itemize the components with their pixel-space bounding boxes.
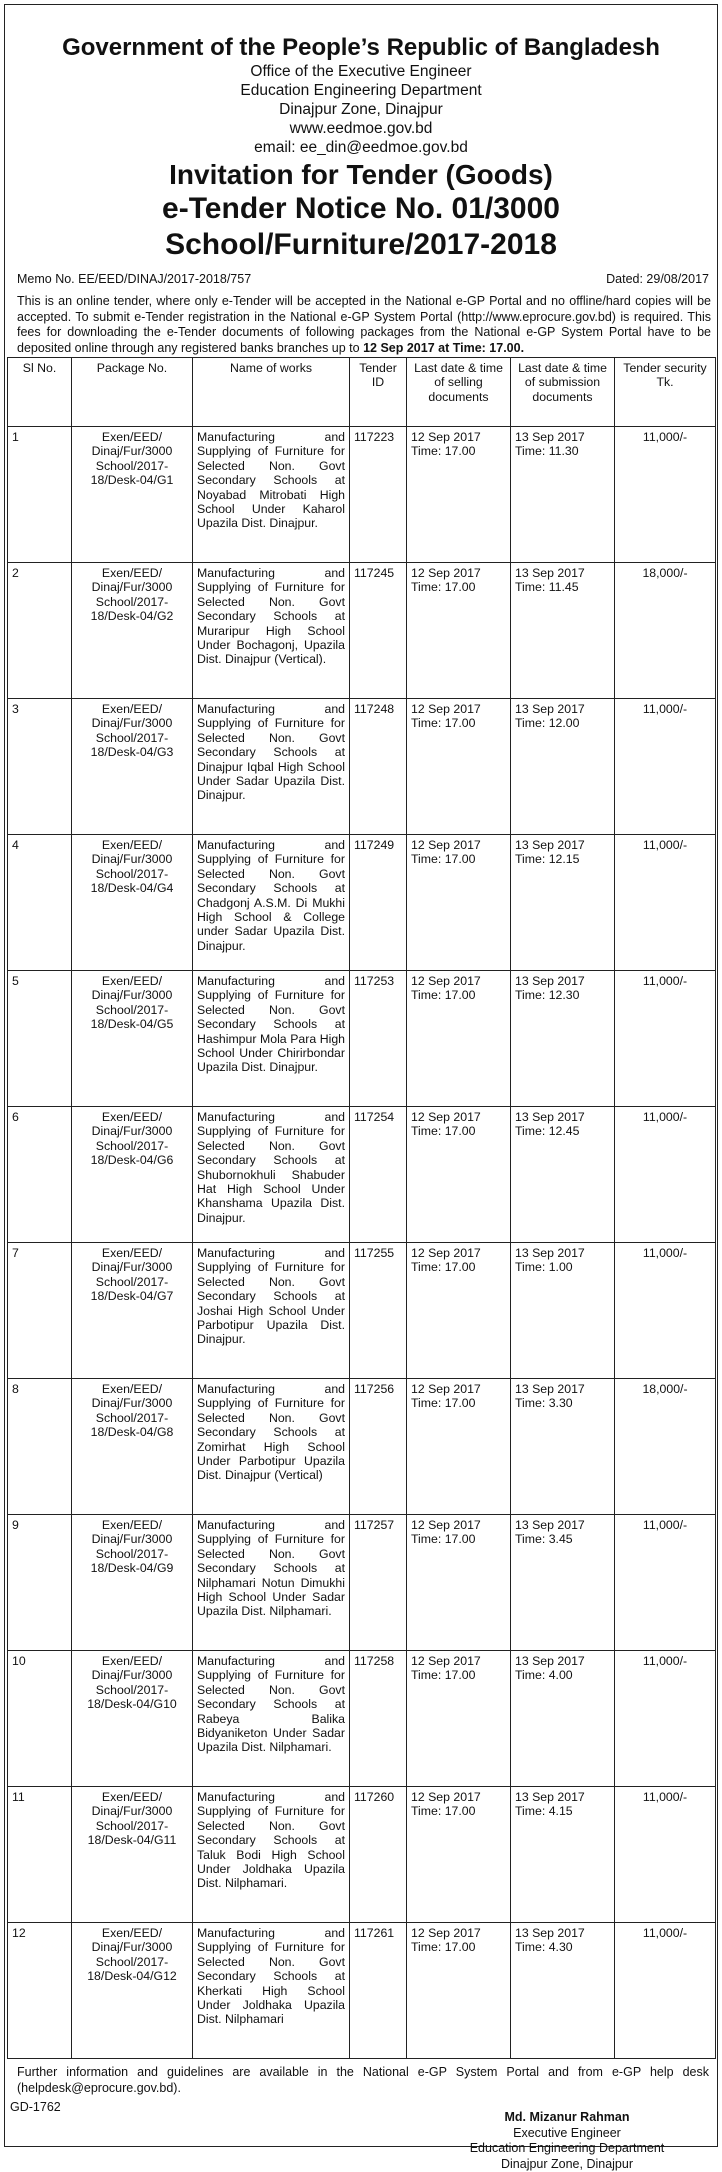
package-cell: [72, 1243, 193, 1379]
submission-cell: [511, 1923, 615, 2059]
gd-number: GD-1762: [10, 2100, 61, 2114]
security-security: 11,000/-: [643, 702, 687, 716]
table-row: [8, 1923, 716, 2059]
sl-sl: 7: [12, 1246, 19, 1260]
security-security: 11,000/-: [643, 430, 687, 444]
selling-cell: [407, 427, 511, 563]
submission-cell: [511, 1515, 615, 1651]
works-works: Manufacturing and Supplying of Furniture for Selected Non. Govt Secondary Schools at Shubornokhuli Shabuder Hat High School Under Khanshama Upazila Dist. Dinajpur.: [197, 1110, 345, 1225]
sl-cell: [8, 1243, 72, 1379]
tender-id-cell: [350, 427, 407, 563]
package-cell: [72, 1787, 193, 1923]
submission-submission-time: Time: 12.15: [515, 852, 610, 866]
security-security: 11,000/-: [643, 1110, 687, 1124]
selling-selling-time: Time: 17.00: [411, 1396, 506, 1410]
works-works: Manufacturing and Supplying of Furniture for Selected Non. Govt Secondary Schools at Dinajpur Iqbal High School Under Sadar Upazila Dist. Dinajpur.: [197, 702, 345, 802]
submission-submission-time: Time: 12.45: [515, 1124, 610, 1138]
selling-selling-time: Time: 17.00: [411, 1668, 506, 1682]
footer-note: Further information and guidelines are available in the National e-GP System Portal and from e-GP help desk (helpdesk@eprocure.gov.bd).: [7, 2065, 715, 2096]
tender-id-tender-id: 117245: [354, 566, 394, 580]
selling-selling-time: Time: 17.00: [411, 444, 506, 458]
selling-selling-time: Time: 17.00: [411, 988, 506, 1002]
tender-id-tender-id: 117249: [354, 838, 394, 852]
tender-id-tender-id: 117256: [354, 1382, 394, 1396]
table-row: [8, 1243, 716, 1379]
memo-number: Memo No. EE/EED/DINAJ/2017-2018/757: [17, 272, 251, 286]
sl-cell: [8, 835, 72, 971]
submission-submission-date: 13 Sep 2017: [515, 1518, 610, 1532]
sl-sl: 5: [12, 974, 19, 988]
submission-submission-date: 13 Sep 2017: [515, 1926, 610, 1940]
selling-cell: [407, 1107, 511, 1243]
works-works: Manufacturing and Supplying of Furniture for Selected Non. Govt Secondary Schools at Taluk Bodi High School Under Joldhaka Upazila Dist. Nilphamari.: [197, 1790, 345, 1890]
selling-cell: [407, 563, 511, 699]
submission-submission-date: 13 Sep 2017: [515, 974, 610, 988]
works-works: Manufacturing and Supplying of Furniture for Selected Non. Govt Secondary Schools at Hashimpur Mola Para High School Under Chirirbondar Upazila Dist. Dinajpur.: [197, 974, 345, 1074]
department-line: Education Engineering Department: [7, 81, 715, 100]
tender-id-tender-id: 117253: [354, 974, 394, 988]
works-works: Manufacturing and Supplying of Furniture for Selected Non. Govt Secondary Schools at Rabeya Balika Bidyaniketon Under Sadar Upazila Dist. Nilphamari.: [197, 1654, 345, 1754]
sl-sl: 12: [12, 1926, 26, 1940]
submission-submission-time: Time: 1.00: [515, 1260, 610, 1274]
works-works: Manufacturing and Supplying of Furniture for Selected Non. Govt Secondary Schools at Chadgonj A.S.M. Di Mukhi High School & College under Sadar Upazila Dist. Dinajpur.: [197, 838, 345, 953]
table-row: [8, 699, 716, 835]
sl-cell: [8, 1923, 72, 2059]
intro-paragraph: [7, 294, 715, 356]
tender-id-cell: [350, 563, 407, 699]
selling-selling-time: Time: 17.00: [411, 1940, 506, 1954]
table-row: [8, 1107, 716, 1243]
tender-id-tender-id: 117223: [354, 430, 394, 444]
works-cell: [193, 563, 350, 699]
package-package: Exen/EED/ Dinaj/Fur/3000 School/2017-18/Desk-04/G12: [87, 1926, 177, 1983]
tender-id-cell: [350, 835, 407, 971]
package-package: Exen/EED/ Dinaj/Fur/3000 School/2017-18/Desk-04/G10: [87, 1654, 177, 1711]
security-security: 11,000/-: [643, 1926, 687, 1940]
selling-selling-date: 12 Sep 2017: [411, 1790, 506, 1804]
header-tender-id: Tender ID: [350, 358, 407, 427]
sl-cell: [8, 1379, 72, 1515]
submission-submission-date: 13 Sep 2017: [515, 1790, 610, 1804]
signature-block: [447, 2110, 687, 2172]
security-cell: [615, 1787, 716, 1923]
tender-id-cell: [350, 1243, 407, 1379]
intro-text: This is an online tender, where only e-Tender will be accepted in the National e-GP Portal and no offline/hard copies will be accepted. To submit e-Tender registration in the National e-GP System Portal (http://www.eprocure.gov.bd) is required. This fees for downloading the e-Tender documents of following packages from the National e-GP System Portal have to be deposited online through any registered banks branches up to: [17, 294, 711, 355]
submission-cell: [511, 563, 615, 699]
sl-sl: 8: [12, 1382, 19, 1396]
submission-submission-time: Time: 3.30: [515, 1396, 610, 1410]
tender-id-cell: [350, 1515, 407, 1651]
works-cell: [193, 971, 350, 1107]
header-submission: Last date & time of submission documents: [511, 358, 615, 427]
tender-id-cell: [350, 1651, 407, 1787]
package-cell: [72, 427, 193, 563]
table-header-row: [8, 358, 716, 427]
sl-sl: 10: [12, 1654, 26, 1668]
submission-cell: [511, 1787, 615, 1923]
package-package: Exen/EED/ Dinaj/Fur/3000 School/2017-18/Desk-04/G8: [91, 1382, 174, 1439]
security-cell: [615, 699, 716, 835]
notice-number: e-Tender Notice No. 01/3000 School/Furniture/2017-2018: [7, 191, 715, 263]
tender-table: [7, 357, 716, 2059]
signatory-department: Education Engineering Department: [447, 2141, 687, 2157]
works-works: Manufacturing and Supplying of Furniture for Selected Non. Govt Secondary Schools at Noyabad Mitrobati High School Under Kaharol Upazila Dist. Dinajpur.: [197, 430, 345, 530]
security-security: 18,000/-: [642, 1382, 687, 1396]
submission-submission-date: 13 Sep 2017: [515, 1654, 610, 1668]
tender-id-cell: [350, 1379, 407, 1515]
sl-cell: [8, 1651, 72, 1787]
tender-id-tender-id: 117261: [354, 1926, 394, 1940]
works-cell: [193, 1651, 350, 1787]
sl-sl: 3: [12, 702, 19, 716]
tender-id-cell: [350, 1787, 407, 1923]
memo-date: Dated: 29/08/2017: [606, 272, 709, 286]
selling-selling-time: Time: 17.00: [411, 1804, 506, 1818]
submission-submission-date: 13 Sep 2017: [515, 702, 610, 716]
submission-submission-date: 13 Sep 2017: [515, 1110, 610, 1124]
sl-sl: 11: [12, 1790, 25, 1804]
works-cell: [193, 1107, 350, 1243]
package-cell: [72, 971, 193, 1107]
security-cell: [615, 1107, 716, 1243]
works-cell: [193, 427, 350, 563]
submission-submission-time: Time: 12.00: [515, 716, 610, 730]
header-selling: Last date & time of selling documents: [407, 358, 511, 427]
email-line: email: ee_din@eedmoe.gov.bd: [7, 138, 715, 157]
website-line: www.eedmoe.gov.bd: [7, 119, 715, 138]
sl-cell: [8, 699, 72, 835]
submission-cell: [511, 1379, 615, 1515]
package-cell: [72, 1515, 193, 1651]
package-cell: [72, 699, 193, 835]
tender-id-tender-id: 117254: [354, 1110, 394, 1124]
security-cell: [615, 971, 716, 1107]
package-package: Exen/EED/ Dinaj/Fur/3000 School/2017-18/Desk-04/G5: [91, 974, 174, 1031]
submission-cell: [511, 835, 615, 971]
security-security: 11,000/-: [643, 1790, 687, 1804]
selling-selling-date: 12 Sep 2017: [411, 1654, 506, 1668]
selling-cell: [407, 1923, 511, 2059]
government-heading: Government of the People’s Republic of Bangladesh: [7, 33, 715, 62]
signatory-title: Executive Engineer: [447, 2126, 687, 2142]
sl-sl: 4: [12, 838, 19, 852]
works-cell: [193, 835, 350, 971]
table-row: [8, 835, 716, 971]
tender-id-cell: [350, 699, 407, 835]
package-package: Exen/EED/ Dinaj/Fur/3000 School/2017-18/Desk-04/G6: [91, 1110, 174, 1167]
package-package: Exen/EED/ Dinaj/Fur/3000 School/2017-18/Desk-04/G11: [88, 1790, 177, 1847]
selling-selling-date: 12 Sep 2017: [411, 1382, 506, 1396]
works-works: Manufacturing and Supplying of Furniture for Selected Non. Govt Secondary Schools at Nilphamari Notun Dimukhi High School Under Sadar Upazila Dist. Nilphamari.: [197, 1518, 345, 1618]
header-security: Tender security Tk.: [615, 358, 716, 427]
selling-cell: [407, 835, 511, 971]
security-security: 11,000/-: [643, 838, 687, 852]
submission-submission-date: 13 Sep 2017: [515, 838, 610, 852]
tender-id-tender-id: 117260: [354, 1790, 394, 1804]
header-package: Package No.: [72, 358, 193, 427]
selling-selling-date: 12 Sep 2017: [411, 1110, 506, 1124]
sl-sl: 1: [12, 430, 19, 444]
tender-id-tender-id: 117255: [354, 1246, 394, 1260]
security-cell: [615, 1243, 716, 1379]
security-cell: [615, 1379, 716, 1515]
sl-cell: [8, 1787, 72, 1923]
tender-id-cell: [350, 1107, 407, 1243]
selling-selling-time: Time: 17.00: [411, 580, 506, 594]
security-cell: [615, 1515, 716, 1651]
selling-cell: [407, 1515, 511, 1651]
office-line: Office of the Executive Engineer: [7, 62, 715, 81]
selling-selling-date: 12 Sep 2017: [411, 838, 506, 852]
package-package: Exen/EED/ Dinaj/Fur/3000 School/2017-18/Desk-04/G4: [91, 838, 174, 895]
selling-selling-date: 12 Sep 2017: [411, 1518, 506, 1532]
tender-id-tender-id: 117257: [354, 1518, 394, 1532]
notice-content: [7, 7, 715, 2172]
submission-submission-time: Time: 11.45: [515, 580, 610, 594]
security-security: 11,000/-: [643, 974, 687, 988]
package-cell: [72, 835, 193, 971]
submission-cell: [511, 699, 615, 835]
selling-cell: [407, 971, 511, 1107]
header-sl: Sl No.: [8, 358, 72, 427]
submission-cell: [511, 427, 615, 563]
selling-selling-time: Time: 17.00: [411, 1260, 506, 1274]
sl-sl: 9: [12, 1518, 19, 1532]
sl-sl: 6: [12, 1110, 19, 1124]
submission-submission-time: Time: 4.15: [515, 1804, 610, 1818]
selling-cell: [407, 699, 511, 835]
security-cell: [615, 1923, 716, 2059]
header-works: Name of works: [193, 358, 350, 427]
table-row: [8, 563, 716, 699]
package-package: Exen/EED/ Dinaj/Fur/3000 School/2017-18/Desk-04/G9: [91, 1518, 174, 1575]
security-cell: [615, 1651, 716, 1787]
security-cell: [615, 563, 716, 699]
submission-submission-date: 13 Sep 2017: [515, 1246, 610, 1260]
package-cell: [72, 563, 193, 699]
security-cell: [615, 835, 716, 971]
sl-cell: [8, 427, 72, 563]
table-row: [8, 1651, 716, 1787]
submission-submission-time: Time: 3.45: [515, 1532, 610, 1546]
sl-sl: 2: [12, 566, 19, 580]
package-cell: [72, 1651, 193, 1787]
selling-selling-date: 12 Sep 2017: [411, 702, 506, 716]
submission-cell: [511, 1651, 615, 1787]
table-row: [8, 1787, 716, 1923]
table-row: [8, 971, 716, 1107]
intro-deadline: 12 Sep 2017 at Time: 17.00.: [363, 341, 524, 355]
signatory-name: Md. Mizanur Rahman: [447, 2110, 687, 2126]
submission-submission-date: 13 Sep 2017: [515, 566, 610, 580]
tender-id-tender-id: 117248: [354, 702, 394, 716]
tender-id-cell: [350, 971, 407, 1107]
selling-selling-date: 12 Sep 2017: [411, 566, 506, 580]
memo-row: [7, 272, 715, 286]
submission-cell: [511, 1107, 615, 1243]
table-row: [8, 1515, 716, 1651]
package-package: Exen/EED/ Dinaj/Fur/3000 School/2017-18/Desk-04/G1: [91, 430, 174, 487]
table-row: [8, 1379, 716, 1515]
works-cell: [193, 1243, 350, 1379]
submission-cell: [511, 1243, 615, 1379]
package-package: Exen/EED/ Dinaj/Fur/3000 School/2017-18/Desk-04/G2: [91, 566, 174, 623]
selling-cell: [407, 1379, 511, 1515]
package-package: Exen/EED/ Dinaj/Fur/3000 School/2017-18/Desk-04/G3: [91, 702, 174, 759]
tender-table-body: [8, 427, 716, 2059]
works-cell: [193, 1379, 350, 1515]
selling-selling-date: 12 Sep 2017: [411, 1926, 506, 1940]
tender-id-tender-id: 117258: [354, 1654, 394, 1668]
security-security: 11,000/-: [643, 1654, 687, 1668]
works-works: Manufacturing and Supplying of Furniture for Selected Non. Govt Secondary Schools at Zomirhat High School Under Parbotipur Upazila Dist. Dinajpur (Vertical): [197, 1382, 345, 1482]
submission-cell: [511, 971, 615, 1107]
notice-title: Invitation for Tender (Goods): [7, 159, 715, 191]
security-security: 18,000/-: [642, 566, 687, 580]
notice-header: [7, 33, 715, 263]
security-security: 11,000/-: [643, 1518, 687, 1532]
selling-cell: [407, 1651, 511, 1787]
selling-selling-date: 12 Sep 2017: [411, 430, 506, 444]
works-works: Manufacturing and Supplying of Furniture for Selected Non. Govt Secondary Schools at Kherkati High School Under Joldhaka Upazila Dist. Nilphamari: [197, 1926, 345, 2026]
works-cell: [193, 1515, 350, 1651]
security-cell: [615, 427, 716, 563]
zone-line: Dinajpur Zone, Dinajpur: [7, 100, 715, 119]
works-cell: [193, 1787, 350, 1923]
works-cell: [193, 1923, 350, 2059]
submission-submission-time: Time: 12.30: [515, 988, 610, 1002]
selling-selling-time: Time: 17.00: [411, 1532, 506, 1546]
sl-cell: [8, 971, 72, 1107]
package-package: Exen/EED/ Dinaj/Fur/3000 School/2017-18/Desk-04/G7: [91, 1246, 174, 1303]
works-works: Manufacturing and Supplying of Furniture for Selected Non. Govt Secondary Schools at Muraripur High School Under Bochagonj, Upazila Dist. Dinajpur (Vertical).: [197, 566, 345, 666]
selling-selling-time: Time: 17.00: [411, 1124, 506, 1138]
package-cell: [72, 1107, 193, 1243]
package-cell: [72, 1379, 193, 1515]
submission-submission-time: Time: 4.00: [515, 1668, 610, 1682]
table-row: [8, 427, 716, 563]
submission-submission-time: Time: 4.30: [515, 1940, 610, 1954]
sl-cell: [8, 563, 72, 699]
selling-selling-date: 12 Sep 2017: [411, 974, 506, 988]
security-security: 11,000/-: [643, 1246, 687, 1260]
selling-cell: [407, 1243, 511, 1379]
sl-cell: [8, 1515, 72, 1651]
package-cell: [72, 1923, 193, 2059]
selling-cell: [407, 1787, 511, 1923]
selling-selling-date: 12 Sep 2017: [411, 1246, 506, 1260]
submission-submission-time: Time: 11.30: [515, 444, 610, 458]
selling-selling-time: Time: 17.00: [411, 852, 506, 866]
works-works: Manufacturing and Supplying of Furniture for Selected Non. Govt Secondary Schools at Joshai High School Under Parbotipur Upazila Dist. Dinajpur.: [197, 1246, 345, 1346]
submission-submission-date: 13 Sep 2017: [515, 1382, 610, 1396]
sl-cell: [8, 1107, 72, 1243]
selling-selling-time: Time: 17.00: [411, 716, 506, 730]
submission-submission-date: 13 Sep 2017: [515, 430, 610, 444]
works-cell: [193, 699, 350, 835]
tender-id-cell: [350, 1923, 407, 2059]
signatory-zone: Dinajpur Zone, Dinajpur: [447, 2157, 687, 2172]
